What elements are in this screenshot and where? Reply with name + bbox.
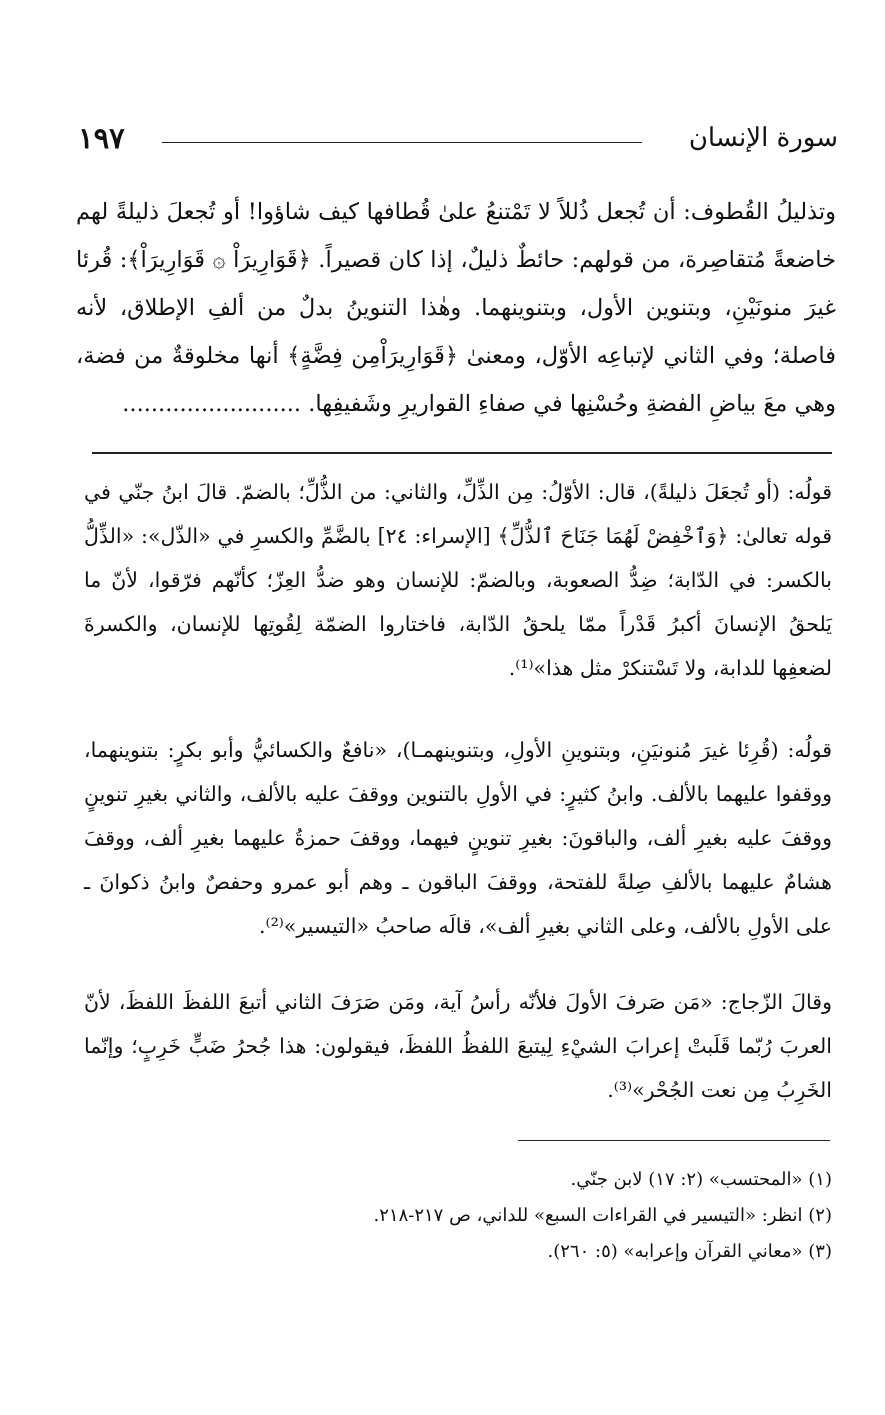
footnote-3: (٣) «معاني القرآن وإعرابه» (٥: ٢٦٠).	[547, 1241, 832, 1262]
commentary-paragraph-3: وقالَ الزّجاج: «مَن صَرفَ الأولَ فلأنّه رأسُ آية، ومَن صَرَفَ الثاني أتبعَ اللفظَ اللفظَ، لأنّ العربَ رُبّما قَلَبتْ إعرابَ الشيْءِ لِيتبعَ اللفظُ اللفظَ، فيقولون: هذا جُحرُ ضَبٍّ خَرِبٍ؛ وإنّما الخَرِبُ مِن نعت الجُحْر»⁽³⁾.	[84, 990, 832, 1102]
footnote-1: (١) «المحتسب» (٢: ١٧) لابن جنّي.	[570, 1169, 832, 1190]
main-text-paragraph: وتذليلُ القُطوف: أن تُجعل ذُللاً لا تَمْتنعُ علىٰ قُطافها كيف شاؤوا! أو تُجعلَ ذليلةً لهم خاضعةً مُتقاصِرة، من قولهم: حائطٌ ذليلٌ، إذا كان قصيراً. ﴿قَوَارِيرَاْ ۞ قَوَارِيرَاْ﴾: قُرئا غيرَ منونَيْنِ، وبتنوين الأول، وبتنوينهما. وهٰذا التنوينُ بدلٌ من ألفِ الإطلاق، لأنه فاصلة؛ وفي الثاني لإتباعِه الأوّل، ومعنىٰ ﴿قَوَارِيرَاْمِن فِضَّةٍ﴾ أنها مخلوقةٌ من فضة، وهي معَ بياضِ الفضةِ وحُسْنِها في صفاءِ القواريرِ وشَفيفِها. .........................	[76, 199, 836, 417]
footnote-divider	[518, 1140, 830, 1141]
footnotes	[120, 1162, 832, 1270]
footnote-2: (٢) انظر: «التيسير في القراءات السبع» للداني، ص ٢١٧-٢١٨.	[373, 1205, 832, 1226]
commentary-paragraph-2: قولُه: (قُرِئا غيرَ مُنونيَنِ، وبتنوينِ الأولِ، وبتنوينهمـا)، «نافعٌ والكسائيُّ وأبو بكرٍ: بتنوينهما، ووقفوا عليهما بالألف. وابنُ كثيرٍ: في الأولِ بالتنوين ووقفَ عليه بالألف، والثاني بغيرِ تنوينٍ ووقفَ عليه بغيرِ ألف، والباقونَ: بغيرِ تنوينٍ فيهما، ووقفَ حمزةُ عليهما بغيرِ ألف، ووقفَ هشامٌ عليهما بالألفِ صِلةً للفتحة، ووقفَ الباقون ـ وهم أبو عمرو وحفصٌ وابنُ ذكوانَ ـ على الأولِ بالألف، وعلى الثاني بغيرِ ألف»، قالَه صاحبُ «التيسير»⁽²⁾.	[84, 738, 832, 938]
running-header	[78, 118, 838, 162]
surah-title: سورة الإنسان	[688, 123, 838, 153]
header-rule	[162, 142, 642, 143]
commentary-paragraph-1: قولُه: (أو تُجعَلَ ذليلةً)، قال: الأوّلُ: مِن الذِّلِّ، والثاني: من الذُّلِّ؛ بالضمّ. قالَ ابنُ جنّي في قوله تعالىٰ: ﴿وَٱخْفِضْ لَهُمَا جَنَاحَ ٱلذُّلِّ﴾ [الإسراء: ٢٤] بالضَّمِّ والكسرِ في «الذّل»: «الذِّلُّ بالكسر: في الدّابة؛ ضِدُّ الصعوبة، وبالضمّ: للإنسان وهو ضدُّ العِزّ؛ كأنّهم فرّقوا، لأنّ ما يَلحقُ الإنسانَ أكبرُ قَدْراً ممّا يلحقُ الدّابة، فاختاروا الضمّة لِقُوتِها للإنسان، والكسرةَ لضعفِها للدابة، ولا تَسْتنكرْ مثل هذا»⁽¹⁾.	[84, 480, 832, 680]
section-divider	[92, 452, 832, 454]
page-number: ١٩٧	[78, 121, 125, 155]
